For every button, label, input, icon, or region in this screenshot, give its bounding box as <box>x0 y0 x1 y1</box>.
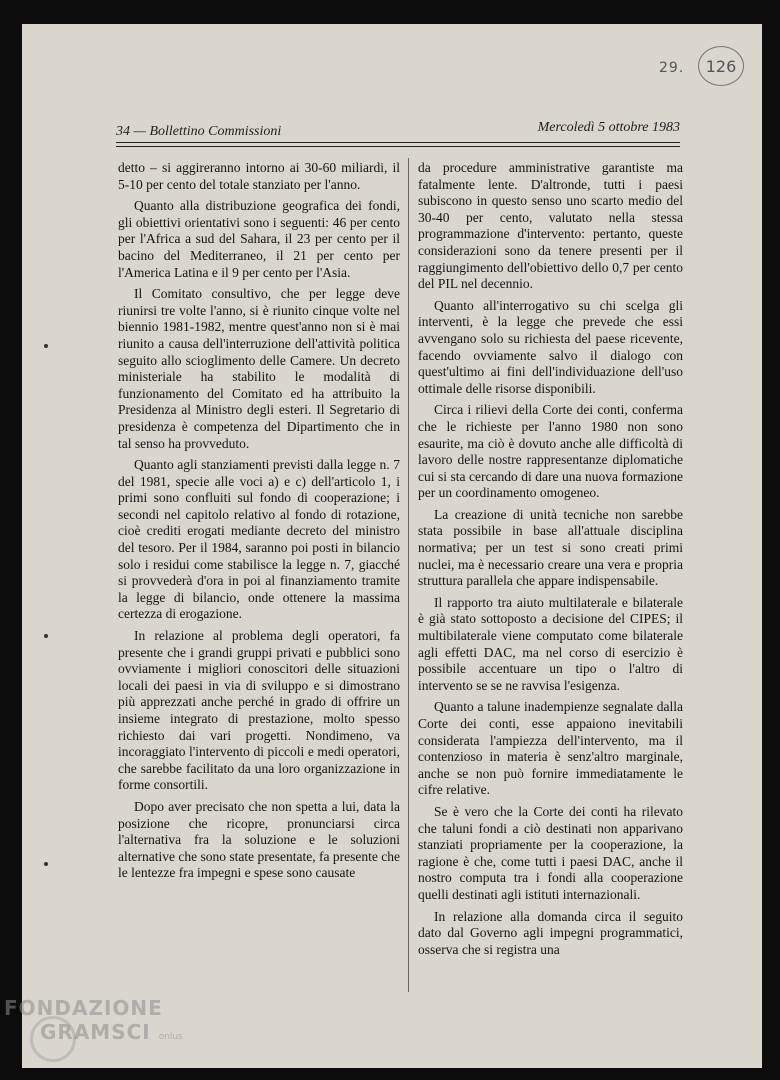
paragraph: Circa i rilievi della Corte dei conti, conferma che le richieste per l'anno 1980 non sono esaurite, ma ciò è dovuto anche alle difficoltà di lavoro delle nostre rappresentanze diplomatiche cui si sta cercando di dare una nuova formazione per un coordinamento omogeneo. <box>418 402 683 501</box>
paragraph: La creazione di unità tecniche non sarebbe stata possibile in base all'attuale disciplina normativa; per un test si sono creati primi nuclei, ma è necessario creare una vera e propria struttura parallela che appare indispensabile. <box>418 506 683 589</box>
page-header <box>116 120 680 140</box>
paragraph: da procedure amministrative garantiste ma fatalmente lente. D'altronde, tutti i paesi subiscono in questo senso uno scarto medio del 30-40 per cento, valutato nella stessa programmazione d'intervento: pertanto, queste considerazioni sono da tenere presenti per il raggiungimento dell'obiettivo dello 0,7 per cento del PIL nel decennio. <box>418 160 683 292</box>
watermark <box>4 996 183 1049</box>
header-date: Mercoledì 5 ottobre 1983 <box>537 120 680 135</box>
paragraph: Il rapporto tra aiuto multilaterale e bilaterale è già stato sottoposto a decisione del CIPES; il multibilaterale viene computato come bilaterale agli effetti DAC, ma nel corso di esercizio è possibile accentuare un tipo o l'altro di intervento se se ne ravvisa l'esigenza. <box>418 594 683 693</box>
paragraph: In relazione al problema degli operatori, fa presente che i grandi gruppi privati e pubblici sono ovviamente i migliori conoscitori delle situazioni locali dei paesi in via di sviluppo e si dimostrano più apprezzati anche perché in grado di offrire un insieme integrato di prestazione, molto spesso richiesto dai vari progetti. Nondimeno, va incoraggiato l'intervento di piccoli e medi operatori, che sarebbe facilitato da una loro organizzazione in forme consortili. <box>118 628 400 793</box>
paragraph: Dopo aver precisato che non spetta a lui, data la posizione che ricopre, pronunciarsi circa l'alternativa fra la soluzione e le soluzioni alternative che sono state presentate, fa presente che le lentezze fra impegni e spese sono causate <box>118 798 400 881</box>
circled-archive-number <box>698 46 744 86</box>
punch-hole-mark <box>44 862 48 866</box>
right-column <box>418 160 683 963</box>
handwritten-page-number: 29. <box>659 60 685 76</box>
header-rule <box>116 142 680 143</box>
paragraph: Quanto agli stanziamenti previsti dalla legge n. 7 del 1981, specie alle voci a) e c) dell'articolo 1, i primi sono confluiti sul fondo di cooperazione; i secondi nel capitolo relativo al fondo di rotazione, cioè crediti erogati mediante decreto del ministro del tesoro. Per il 1984, saranno poi posti in bilancio solo i residui come stabilisce la legge n. 7, giacché si provvederà d'ora in poi al finanziamento tramite la legge di bilancio, onde ottenere la massima certezza di erogazione. <box>118 457 400 622</box>
watermark-line2: GRAMSCI onlus <box>40 1020 183 1044</box>
paragraph: Il Comitato consultivo, che per legge deve riunirsi tre volte l'anno, si è riunito cinque volte nel biennio 1981-1982, mentre quest'anno non si è mai riunito a causa dell'interruzione dell'attività politica seguito allo scioglimento delle Camere. Un decreto ministeriale ha stabilito le modalità di funzionamento del Comitato ed ha attribuito la Presidenza al Ministro degli esteri. Il Segretario di presidenza è competenza del Dipartimento che in tal senso ha provveduto. <box>118 286 400 451</box>
paragraph: Quanto all'interrogativo su chi scelga gli interventi, è la legge che prevede che essi avvengano solo su richiesta del paese ricevente, facendo ovviamente salvo il dialogo con quest'ultimo ai fini dell'individuazione dell'uso ottimale delle risorse disponibili. <box>418 297 683 396</box>
header-rule-thin <box>116 146 680 147</box>
watermark-line1: FONDAZIONE <box>4 996 163 1020</box>
paragraph: Se è vero che la Corte dei conti ha rilevato che taluni fondi a ciò destinati non apparivano stanziati propriamente per la cooperazione, la ragione è che, come tutti i paesi DAC, anche il nostro computa tra i fondi alla cooperazione quelli destinati agli istituti internazionali. <box>418 803 683 902</box>
left-column <box>118 160 400 887</box>
column-divider <box>408 158 409 992</box>
paragraph: detto – si aggireranno intorno ai 30-60 miliardi, il 5-10 per cento del totale stanziato per l'anno. <box>118 160 400 192</box>
punch-hole-mark <box>44 344 48 348</box>
watermark-sub: onlus <box>158 1032 183 1042</box>
paragraph: In relazione alla domanda circa il seguito dato dal Governo agli impegni programmatici, osserva che si registra una <box>418 908 683 957</box>
punch-hole-mark <box>44 634 48 638</box>
circled-archive-number-text: 126 <box>705 56 737 76</box>
header-left: 34 — Bollettino Commissioni <box>116 124 282 139</box>
document-page <box>22 24 762 1068</box>
paragraph: Quanto a talune inadempienze segnalate dalla Corte dei conti, esse appaiono inevitabili considerata l'ampiezza dell'intervento, ma il contenzioso in materia è senz'altro marginale, anche se non può fornire immediatamente le cifre relative. <box>418 699 683 798</box>
paragraph: Quanto alla distribuzione geografica dei fondi, gli obiettivi orientativi sono i seguenti: 46 per cento per l'Africa a sud del Sahara, il 23 per cento per il bacino del Mediterraneo, il 21 per cento per l'America Latina e il 9 per cento per l'Asia. <box>118 198 400 280</box>
